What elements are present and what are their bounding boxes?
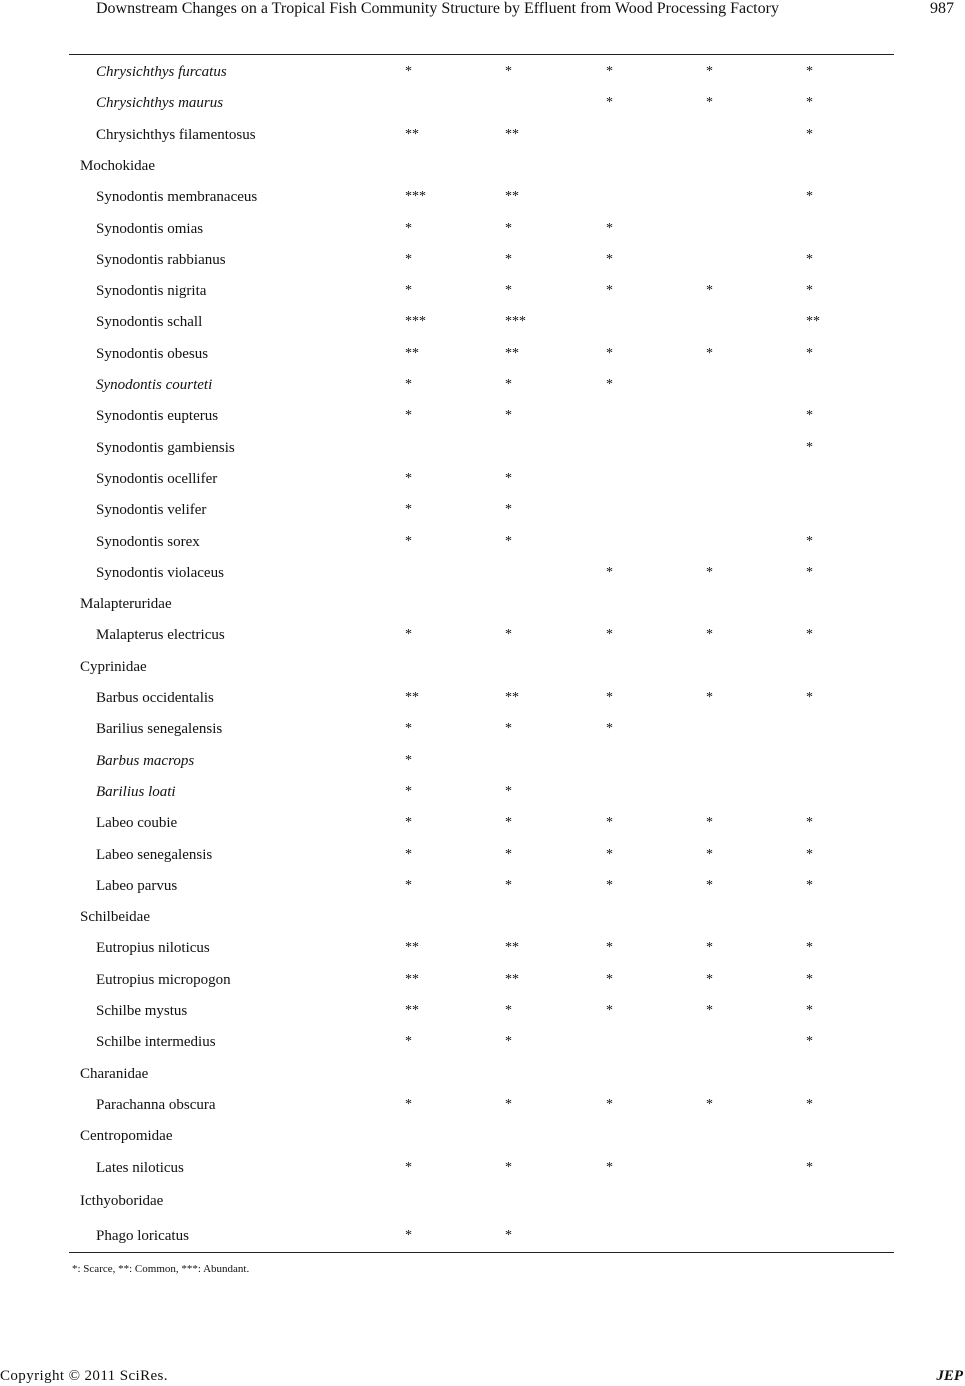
table-row (0, 189, 965, 213)
species-name: Synodontis nigrita (96, 283, 207, 300)
table-row (0, 252, 965, 276)
abundance-cell: * (806, 815, 813, 831)
abundance-cell: * (806, 564, 813, 580)
family-row (0, 659, 965, 683)
abundance-cell: * (505, 502, 512, 518)
abundance-cell: * (606, 971, 613, 987)
species-name: Synodontis courteti (96, 377, 213, 393)
species-name: Labeo coubie (96, 815, 178, 832)
abundance-cell: * (806, 345, 813, 361)
table-row (0, 1097, 965, 1121)
abundance-cell: * (706, 627, 713, 643)
abundance-cell: *** (405, 314, 426, 330)
abundance-cell: * (606, 721, 613, 737)
running-title: Downstream Changes on a Tropical Fish Community Structure by Effluent from Wood Processing Factory (96, 0, 779, 17)
abundance-cell: * (505, 1003, 512, 1018)
abundance-cell: * (606, 1003, 613, 1018)
species-name: Malapterus electricus (96, 627, 225, 644)
abundance-cell: * (806, 940, 813, 956)
abundance-cell: * (606, 846, 613, 862)
abundance-cell: * (606, 690, 613, 705)
species-name: Barbus occidentalis (96, 690, 214, 706)
table-row (0, 721, 965, 745)
family-row (0, 1066, 965, 1090)
species-name: Eutropius micropogon (96, 971, 231, 988)
abundance-cell: * (405, 1034, 412, 1050)
abundance-cell: * (606, 251, 613, 267)
abundance-cell: ** (505, 690, 519, 705)
table-row (0, 440, 965, 464)
abundance-cell: * (606, 345, 613, 361)
table-row (0, 1003, 965, 1027)
table-row (0, 221, 965, 245)
table-row (0, 283, 965, 307)
species-name: Lates niloticus (96, 1159, 184, 1176)
abundance-cell: * (806, 690, 813, 705)
abundance-cell: *** (505, 314, 526, 330)
abundance-cell: * (806, 439, 813, 455)
page-footer (0, 1368, 965, 1386)
family-row (0, 158, 965, 182)
species-name: Synodontis membranaceus (96, 189, 258, 206)
table-row (0, 815, 965, 839)
table-row (0, 314, 965, 338)
table-row (0, 565, 965, 589)
abundance-cell: ** (806, 314, 820, 330)
abundance-cell: * (405, 377, 412, 392)
family-name: Cyprinidae (80, 658, 147, 675)
abundance-cell: * (706, 1003, 713, 1018)
table-row (0, 1228, 965, 1252)
species-name: Synodontis schall (96, 314, 203, 331)
species-name: Synodontis velifer (96, 502, 207, 519)
abundance-cell: * (706, 1096, 713, 1112)
table-row (0, 502, 965, 526)
abundance-cell: ** (405, 1003, 419, 1018)
abundance-cell: * (806, 846, 813, 862)
abundance-cell: * (405, 64, 412, 79)
abundance-cell: * (405, 470, 412, 486)
species-name: Synodontis violaceus (96, 564, 224, 581)
species-name: Labeo senegalensis (96, 846, 213, 863)
abundance-cell: * (806, 64, 813, 79)
abundance-cell: * (606, 377, 613, 392)
table-row (0, 627, 965, 651)
abundance-cell: * (606, 64, 613, 79)
abundance-cell: * (806, 1034, 813, 1050)
species-name: Barilius senegalensis (96, 721, 223, 738)
abundance-cell: * (405, 408, 412, 424)
table-row (0, 408, 965, 432)
table-row (0, 64, 965, 88)
abundance-cell: * (806, 627, 813, 643)
abundance-cell: * (706, 815, 713, 831)
abundance-cell: * (706, 877, 713, 893)
species-name: Synodontis omias (96, 220, 204, 237)
abundance-cell: * (706, 345, 713, 361)
abundance-cell: * (806, 283, 813, 299)
table-row (0, 95, 965, 119)
abundance-cell: * (706, 95, 713, 111)
abundance-cell: ** (505, 940, 519, 956)
abundance-cell: * (806, 971, 813, 987)
family-name: Centropomidae (80, 1128, 173, 1145)
abundance-cell: * (405, 783, 412, 799)
abundance-cell: ** (405, 345, 419, 361)
abundance-cell: * (606, 564, 613, 580)
abundance-cell: * (606, 877, 613, 893)
abundance-cell: * (405, 533, 412, 549)
abundance-cell: * (505, 283, 512, 299)
abundance-cell: * (405, 877, 412, 893)
species-name: Synodontis sorex (96, 533, 200, 550)
family-name: Malapteruridae (80, 596, 172, 613)
abundance-cell: * (405, 502, 412, 518)
abundance-cell: * (405, 846, 412, 862)
species-name: Chrysichthys filamentosus (96, 126, 256, 143)
abundance-cell: * (806, 877, 813, 893)
abundance-cell: * (806, 533, 813, 549)
abundance-cell: * (405, 1159, 412, 1175)
abundance-cell: * (505, 721, 512, 737)
abundance-cell: * (706, 971, 713, 987)
family-row (0, 1193, 965, 1217)
species-name: Synodontis obesus (96, 345, 209, 362)
abundance-cell: * (505, 533, 512, 549)
family-name: Schilbeidae (80, 909, 150, 926)
abundance-cell: * (405, 1096, 412, 1112)
abundance-cell: * (405, 283, 412, 299)
species-name: Synodontis eupterus (96, 408, 219, 425)
abundance-cell: * (505, 846, 512, 862)
abundance-cell: * (505, 64, 512, 79)
species-name: Synodontis rabbianus (96, 251, 226, 268)
table-row (0, 377, 965, 401)
abundance-cell: * (505, 815, 512, 831)
abundance-cell: * (706, 846, 713, 862)
abundance-cell: * (606, 220, 613, 236)
table-row (0, 346, 965, 370)
family-row (0, 909, 965, 933)
abundance-cell: * (606, 627, 613, 643)
family-row (0, 1128, 965, 1152)
abundance-cell: * (806, 1096, 813, 1112)
abundance-cell: * (706, 283, 713, 299)
table-row (0, 471, 965, 495)
abundance-cell: * (505, 1034, 512, 1050)
table-bottom-rule (69, 1252, 894, 1253)
abundance-cell: *** (405, 189, 426, 205)
table-row (0, 1160, 965, 1184)
species-name: Barbus macrops (96, 752, 195, 769)
copyright-notice: Copyright © 2011 SciRes. (0, 1368, 168, 1384)
table-top-rule (69, 54, 894, 55)
abundance-cell: * (606, 95, 613, 111)
species-name: Synodontis ocellifer (96, 470, 218, 487)
abundance-cell: * (405, 220, 412, 236)
abundance-cell: * (505, 408, 512, 424)
table-row (0, 878, 965, 902)
abundance-cell: * (505, 470, 512, 486)
abundance-cell: * (806, 95, 813, 111)
abundance-cell: * (706, 940, 713, 956)
family-name: Mochokidae (80, 157, 155, 174)
abundance-cell: * (405, 815, 412, 831)
species-name: Parachanna obscura (96, 1096, 216, 1113)
abundance-cell: ** (405, 971, 419, 987)
species-name: Synodontis gambiensis (96, 439, 235, 456)
abundance-cell: * (606, 815, 613, 831)
abundance-cell: * (505, 1159, 512, 1175)
abundance-cell: * (405, 752, 412, 768)
abundance-cell: * (706, 564, 713, 580)
species-name: Schilbe mystus (96, 1003, 188, 1019)
abundance-cell: ** (505, 345, 519, 361)
abundance-cell: * (405, 1228, 412, 1244)
table-row (0, 784, 965, 808)
table-row (0, 690, 965, 714)
table-footnote: *: Scarce, **: Common, ***: Abundant. (72, 1263, 250, 1275)
abundance-cell: * (505, 783, 512, 799)
abundance-cell: * (606, 283, 613, 299)
abundance-cell: * (606, 1096, 613, 1112)
abundance-cell: * (405, 721, 412, 737)
species-name: Barilius loati (96, 783, 176, 800)
abundance-cell: * (405, 627, 412, 643)
table-row (0, 940, 965, 964)
abundance-cell: * (505, 220, 512, 236)
family-name: Icthyoboridae (80, 1192, 164, 1209)
abundance-cell: ** (405, 690, 419, 705)
abundance-cell: * (505, 377, 512, 392)
abundance-cell: * (505, 1096, 512, 1112)
abundance-cell: * (806, 1003, 813, 1018)
abundance-cell: * (806, 1159, 813, 1175)
table-row (0, 972, 965, 996)
species-name: Phago loricatus (96, 1228, 189, 1245)
abundance-cell: ** (505, 971, 519, 987)
family-name: Charanidae (80, 1065, 149, 1082)
abundance-cell: ** (505, 126, 519, 142)
abundance-cell: * (606, 1159, 613, 1175)
abundance-cell: * (505, 877, 512, 893)
table-row (0, 753, 965, 777)
table-row (0, 127, 965, 151)
species-name: Labeo parvus (96, 877, 178, 894)
abundance-cell: * (806, 126, 813, 142)
table-row (0, 847, 965, 871)
abundance-cell: * (405, 251, 412, 267)
family-row (0, 596, 965, 620)
species-name: Chrysichthys maurus (96, 95, 224, 112)
table-row (0, 534, 965, 558)
species-name: Chrysichthys furcatus (96, 64, 227, 80)
abundance-cell: * (806, 189, 813, 205)
abundance-cell: * (505, 251, 512, 267)
table-row (0, 1034, 965, 1058)
abundance-cell: ** (405, 126, 419, 142)
abundance-cell: * (806, 251, 813, 267)
abundance-cell: * (505, 627, 512, 643)
abundance-cell: * (606, 940, 613, 956)
page-number: 987 (930, 0, 954, 17)
abundance-cell: * (706, 64, 713, 79)
species-name: Schilbe intermedius (96, 1034, 216, 1051)
abundance-cell: * (806, 408, 813, 424)
abundance-cell: * (505, 1228, 512, 1244)
abundance-cell: ** (505, 189, 519, 205)
running-head (0, 0, 965, 20)
abundance-cell: ** (405, 940, 419, 956)
journal-abbreviation: JEP (936, 1368, 963, 1384)
abundance-cell: * (706, 690, 713, 705)
species-name: Eutropius niloticus (96, 940, 210, 957)
